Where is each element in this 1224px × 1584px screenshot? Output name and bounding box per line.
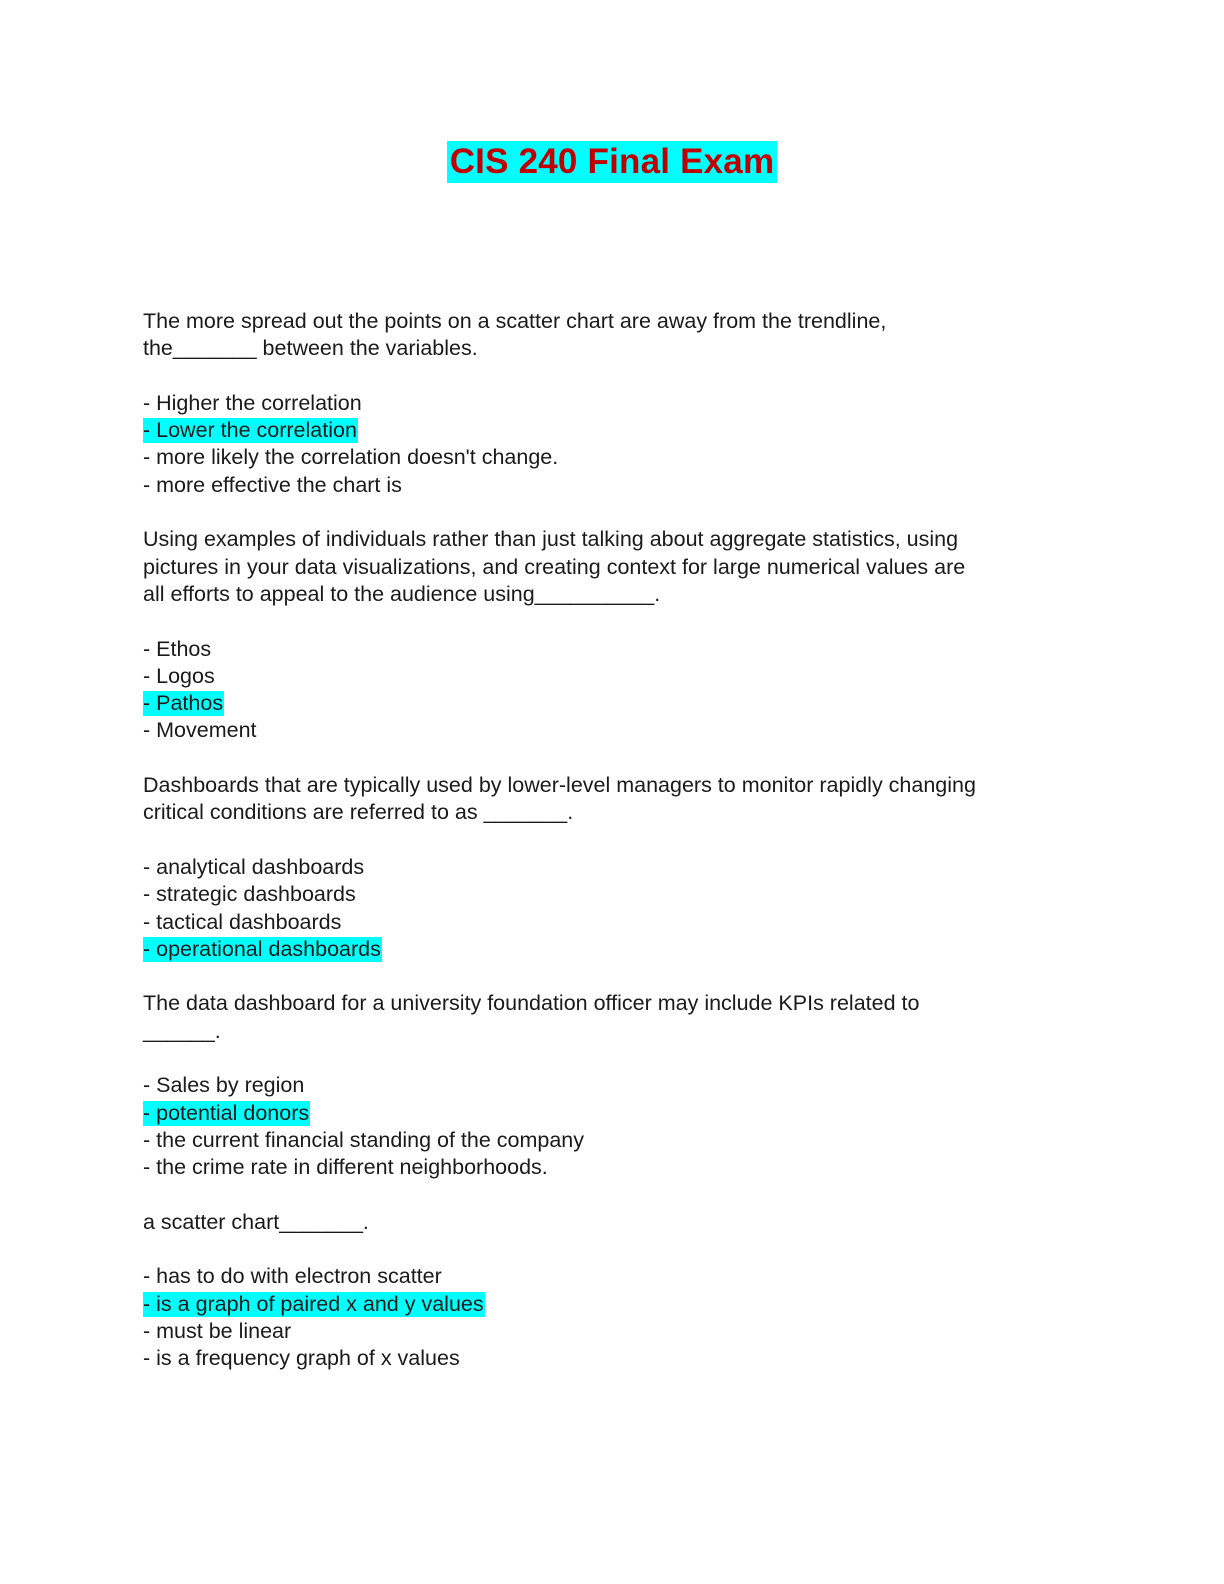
- answer-option-text: - strategic dashboards: [143, 882, 356, 907]
- question-prompt-line: The more spread out the points on a scatter chart are away from the trendline,: [143, 309, 887, 333]
- answer-option-correct: [143, 690, 1083, 717]
- answer-option: [143, 1263, 1083, 1290]
- answer-option: [143, 909, 1083, 936]
- answer-options: [143, 1263, 1083, 1372]
- answer-option: [143, 636, 1083, 663]
- answer-option-correct: [143, 1100, 1083, 1127]
- answer-option-text: - is a graph of paired x and y values: [143, 1291, 484, 1316]
- page-title: CIS 240 Final Exam: [447, 141, 778, 183]
- answer-option-text: - Lower the correlation: [143, 418, 357, 443]
- question-prompt-line: Using examples of individuals rather than just talking about aggregate statistics, using: [143, 527, 959, 552]
- answer-option-text: - the current financial standing of the company: [143, 1127, 585, 1152]
- question-prompt-line: Dashboards that are typically used by lower-level managers to monitor rapidly changing: [143, 773, 976, 798]
- question-prompt-line: The data dashboard for a university foundation officer may include KPIs related to: [143, 991, 920, 1016]
- answer-option: [143, 881, 1083, 908]
- question-block: [143, 772, 1083, 963]
- answer-option-text: - tactical dashboards: [143, 909, 342, 934]
- answer-option-text: - operational dashboards: [143, 936, 381, 961]
- question-prompt-line: the_______ between the variables.: [143, 336, 478, 361]
- answer-option-text: - Ethos: [143, 636, 212, 661]
- question-block: [143, 1209, 1083, 1373]
- answer-options: [143, 390, 1083, 499]
- answer-options: [143, 854, 1083, 963]
- answer-option-correct: [143, 417, 1083, 444]
- answer-option-text: - potential donors: [143, 1100, 310, 1125]
- answer-option-text: - has to do with electron scatter: [143, 1264, 442, 1289]
- answer-option-text: - more likely the correlation doesn't change.: [143, 445, 559, 470]
- answer-option: [143, 717, 1083, 744]
- answer-options: [143, 1072, 1083, 1181]
- exam-content: [143, 308, 1083, 1400]
- question-prompt-line: all efforts to appeal to the audience using__________.: [143, 581, 661, 606]
- question-prompt-line: a scatter chart_______.: [143, 1209, 369, 1234]
- answer-option: [143, 444, 1083, 471]
- answer-option: [143, 1127, 1083, 1154]
- answer-option: [143, 1154, 1083, 1181]
- question-block: [143, 526, 1083, 744]
- answer-option: [143, 1072, 1083, 1099]
- answer-option-text: - Sales by region: [143, 1073, 305, 1098]
- answer-option-text: - is a frequency graph of x values: [143, 1346, 460, 1371]
- question-block: [143, 308, 1083, 499]
- answer-option-text: - Pathos: [143, 691, 224, 716]
- answer-option: [143, 1345, 1083, 1372]
- answer-option: [143, 390, 1083, 417]
- answer-options: [143, 636, 1083, 745]
- answer-option: [143, 472, 1083, 499]
- title-container: [0, 141, 1224, 183]
- answer-option-text: - more effective the chart is: [143, 472, 402, 497]
- question-block: [143, 990, 1083, 1181]
- answer-option-text: - Logos: [143, 663, 215, 688]
- question-prompt-line: ______.: [143, 1018, 221, 1043]
- answer-option-text: - Higher the correlation: [143, 390, 362, 415]
- answer-option: [143, 854, 1083, 881]
- question-prompt-line: pictures in your data visualizations, and creating context for large numerical values are: [143, 554, 966, 579]
- answer-option-text: - must be linear: [143, 1318, 292, 1343]
- answer-option: [143, 663, 1083, 690]
- answer-option-correct: [143, 1291, 1083, 1318]
- question-prompt-line: critical conditions are referred to as _______.: [143, 800, 574, 825]
- answer-option-correct: [143, 936, 1083, 963]
- answer-option-text: - analytical dashboards: [143, 854, 365, 879]
- answer-option-text: - the crime rate in different neighborhoods.: [143, 1155, 548, 1180]
- answer-option: [143, 1318, 1083, 1345]
- answer-option-text: - Movement: [143, 718, 257, 743]
